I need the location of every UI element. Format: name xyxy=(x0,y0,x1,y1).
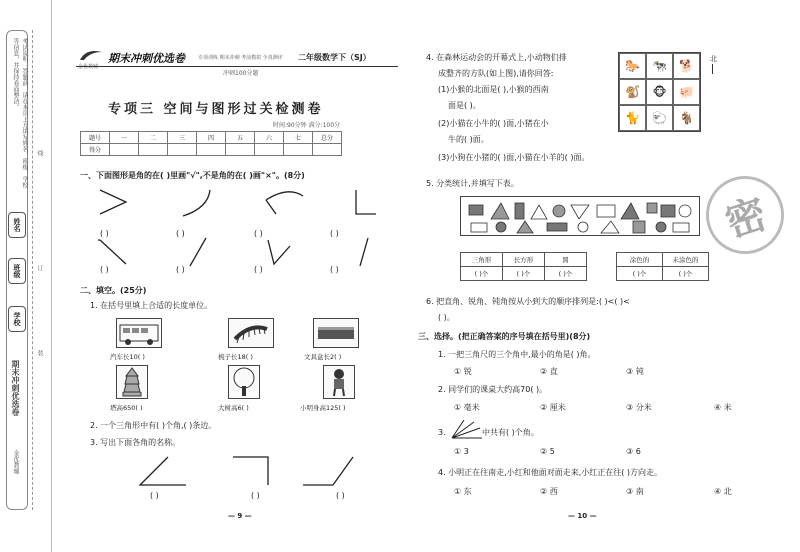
choice-4-opt-1[interactable]: ① 东 xyxy=(454,487,472,496)
choice-3-number: 3. xyxy=(438,428,446,437)
tally-header: 圆 xyxy=(545,253,587,267)
fan-angles-figure xyxy=(450,420,484,440)
school-field[interactable] xyxy=(8,306,26,332)
header-slogans: 专项训练 期末冲刺 考前模拟 全真测评 xyxy=(198,55,283,61)
page-number-left: — 9 — xyxy=(228,512,252,520)
page-title: 专项三 空间与图形过关检测卷 xyxy=(108,102,324,117)
tally-cell[interactable]: ( )个 xyxy=(545,267,587,281)
caption-pencil-case: 文具盒长2( ) xyxy=(304,353,342,361)
section-3-heading: 三、选择。(把正确答案的序号填在括号里)(8分) xyxy=(418,332,591,341)
sheep-icon: 🐑 xyxy=(646,105,673,131)
score-input[interactable] xyxy=(168,144,197,156)
cut-line xyxy=(32,30,33,510)
blank[interactable]: ( ) xyxy=(100,229,109,238)
q5: 5. 分类统计,并填写下表。 xyxy=(426,179,519,188)
q6-a: 6. 把直角、锐角、钝角按从小到大的顺序排列是:( )<( )< xyxy=(426,297,630,306)
page-number-right: — 10 — xyxy=(568,512,597,520)
tally-table-color xyxy=(616,252,709,281)
sidebar-publisher: 金优教辅 xyxy=(12,450,19,474)
score-input[interactable] xyxy=(197,144,226,156)
choice-3: 中共有( )个角。 xyxy=(482,428,539,437)
bus-picture xyxy=(116,318,162,348)
blank[interactable]: ( ) xyxy=(176,265,185,274)
pencil-case-picture xyxy=(313,318,359,348)
boy-picture xyxy=(323,365,355,399)
choice-2-opt-1[interactable]: ① 毫米 xyxy=(454,403,480,412)
angle-figures xyxy=(98,188,388,283)
score-cell: 题号 xyxy=(81,132,110,144)
q4-2a: (2)小猫在小牛的( )面,小猪在小 xyxy=(438,119,549,128)
choice-2: 2. 同学们的课桌大约高70( )。 xyxy=(438,385,548,394)
caption-comb: 梳子长18( ) xyxy=(218,353,253,361)
score-cell: 七 xyxy=(284,132,313,144)
time-score: 时间:90分钟 满分:100分 xyxy=(273,122,341,129)
pig-icon: 🐖 xyxy=(673,79,700,105)
tally-table-shape xyxy=(460,252,587,281)
score-cell: 一 xyxy=(110,132,139,144)
q4-line-b: 成整齐的方队(如上图),请你回答: xyxy=(438,69,554,78)
score-cell: 六 xyxy=(255,132,284,144)
cat-icon: 🐈 xyxy=(619,105,646,131)
goat-icon: 🐐 xyxy=(673,105,700,131)
class-field[interactable] xyxy=(8,258,26,284)
q4-3: (3)小狗在小猪的( )面,小猫在小羊的( )面。 xyxy=(438,153,590,162)
caption-tree: 大树高6( ) xyxy=(218,404,249,412)
header-brand: 期末冲刺优选卷 xyxy=(108,52,185,65)
blank[interactable]: ( ) xyxy=(330,229,339,238)
header-publisher: 金优教辅 xyxy=(78,64,99,70)
score-input[interactable] xyxy=(110,144,139,156)
caption-tower: 塔高650( ) xyxy=(110,404,143,412)
header-grade: 二年级数学下（SJ） xyxy=(298,53,371,62)
tally-cell[interactable]: ( )个 xyxy=(663,267,709,281)
angle-names-figures xyxy=(128,455,368,489)
tally-header: 未涂色的 xyxy=(663,253,709,267)
choice-2-opt-4[interactable]: ④ 米 xyxy=(714,403,732,412)
score-cell: 二 xyxy=(139,132,168,144)
score-input[interactable] xyxy=(255,144,284,156)
name-field[interactable] xyxy=(8,212,26,238)
choice-1-opt-2[interactable]: ② 直 xyxy=(540,367,558,376)
blank[interactable]: ( ) xyxy=(176,229,185,238)
cow-icon: 🐄 xyxy=(646,53,673,79)
score-table xyxy=(80,131,342,156)
q2-1: 1. 在括号里填上合适的长度单位。 xyxy=(90,301,213,310)
animal-grid xyxy=(618,52,701,132)
name-label: 姓名 xyxy=(13,218,21,232)
class-label: 班级 xyxy=(13,264,21,278)
score-cell: 五 xyxy=(226,132,255,144)
left-page xyxy=(68,0,398,552)
blank[interactable]: ( ) xyxy=(336,491,345,500)
blank[interactable]: ( ) xyxy=(254,229,263,238)
header-rule xyxy=(76,66,398,67)
sidebar-brand: 期末冲刺优选卷 xyxy=(11,360,20,416)
tally-header: 长方形 xyxy=(503,253,545,267)
tally-header: 涂色的 xyxy=(617,253,663,267)
cut-mark-2: 订 xyxy=(36,265,43,271)
tower-picture xyxy=(116,365,148,399)
score-cell: 三 xyxy=(168,132,197,144)
score-cell: 四 xyxy=(197,132,226,144)
q2-3: 3. 写出下面各角的名称。 xyxy=(90,438,181,447)
choice-4-opt-4[interactable]: ④ 北 xyxy=(714,487,732,496)
section-2-heading: 二、填空。(25分) xyxy=(80,286,147,295)
cut-mark-3: 装 xyxy=(36,350,43,356)
choice-1-opt-1[interactable]: ① 锐 xyxy=(454,367,472,376)
score-input[interactable] xyxy=(139,144,168,156)
binding-sidebar xyxy=(0,0,52,552)
section-1-heading: 一、下面图形是角的在( )里画"√",不是角的在( )画"×"。(8分) xyxy=(80,171,305,180)
horse-icon: 🐎 xyxy=(619,53,646,79)
school-label: 学校 xyxy=(13,312,21,326)
tally-cell[interactable]: ( )个 xyxy=(617,267,663,281)
tree-picture xyxy=(228,365,260,399)
blank[interactable]: ( ) xyxy=(100,265,109,274)
choice-1: 1. 一把三角尺的三个角中,最小的角是( )角。 xyxy=(438,350,596,359)
choice-2-opt-2[interactable]: ② 厘米 xyxy=(540,403,566,412)
logo-icon xyxy=(78,48,104,62)
header-tagline: 冲刺100分题 xyxy=(223,70,259,77)
cut-mark-1: 线 xyxy=(36,150,43,156)
north-label: 北 xyxy=(710,55,717,63)
q6-b: ( )。 xyxy=(438,313,455,322)
choice-1-opt-3[interactable]: ③ 钝 xyxy=(626,367,644,376)
score-cell: 总分 xyxy=(313,132,342,144)
comb-picture xyxy=(228,318,274,348)
choice-4-opt-3[interactable]: ③ 南 xyxy=(626,487,644,496)
monkey-icon: 🐒 xyxy=(619,79,646,105)
tally-cell[interactable]: ( )个 xyxy=(503,267,545,281)
right-page xyxy=(418,0,758,552)
q2-2: 2. 一个三角形中有( )个角,( )条边。 xyxy=(90,421,217,430)
blank[interactable]: ( ) xyxy=(254,265,263,274)
choice-2-opt-3[interactable]: ③ 分米 xyxy=(626,403,652,412)
shapes-box xyxy=(460,196,700,236)
dog-icon: 🐕 xyxy=(673,53,700,79)
choice-4-opt-2[interactable]: ② 西 xyxy=(540,487,558,496)
q4-1b: 面是( )。 xyxy=(448,101,481,110)
score-cell: 得分 xyxy=(81,144,110,156)
sidebar-instructions: 考试说明：答题前，请在本页上方填写姓名、班级、学校等信息，并保持卷面整洁。 xyxy=(12,38,28,188)
score-input[interactable] xyxy=(226,144,255,156)
blank[interactable]: ( ) xyxy=(150,491,159,500)
caption-boy: 小明身高125( ) xyxy=(300,404,346,412)
choice-3-opt-3[interactable]: ③ 6 xyxy=(626,447,641,456)
q4-line-a: 4. 在森林运动会的开幕式上,小动物们排 xyxy=(426,53,567,62)
q4-2b: 牛的( )面。 xyxy=(448,135,489,144)
confidential-seal: 密 xyxy=(696,166,794,264)
choice-4: 4. 小明正在往南走,小红和他面对面走来,小红正在往( )方向走。 xyxy=(438,468,663,477)
q4-1a: (1)小猴的北面是( ),小猴的西南 xyxy=(438,85,549,94)
north-arrow-icon xyxy=(712,64,713,74)
tally-cell[interactable]: ( )个 xyxy=(461,267,503,281)
caption-bus: 汽车长10( ) xyxy=(110,353,145,361)
blank[interactable]: ( ) xyxy=(330,265,339,274)
monkey-face-icon: 🐵 xyxy=(646,79,673,105)
score-input[interactable] xyxy=(284,144,313,156)
score-input[interactable] xyxy=(313,144,342,156)
choice-3-opt-2[interactable]: ② 5 xyxy=(540,447,555,456)
blank[interactable]: ( ) xyxy=(251,491,260,500)
choice-3-opt-1[interactable]: ① 3 xyxy=(454,447,469,456)
tally-header: 三角形 xyxy=(461,253,503,267)
